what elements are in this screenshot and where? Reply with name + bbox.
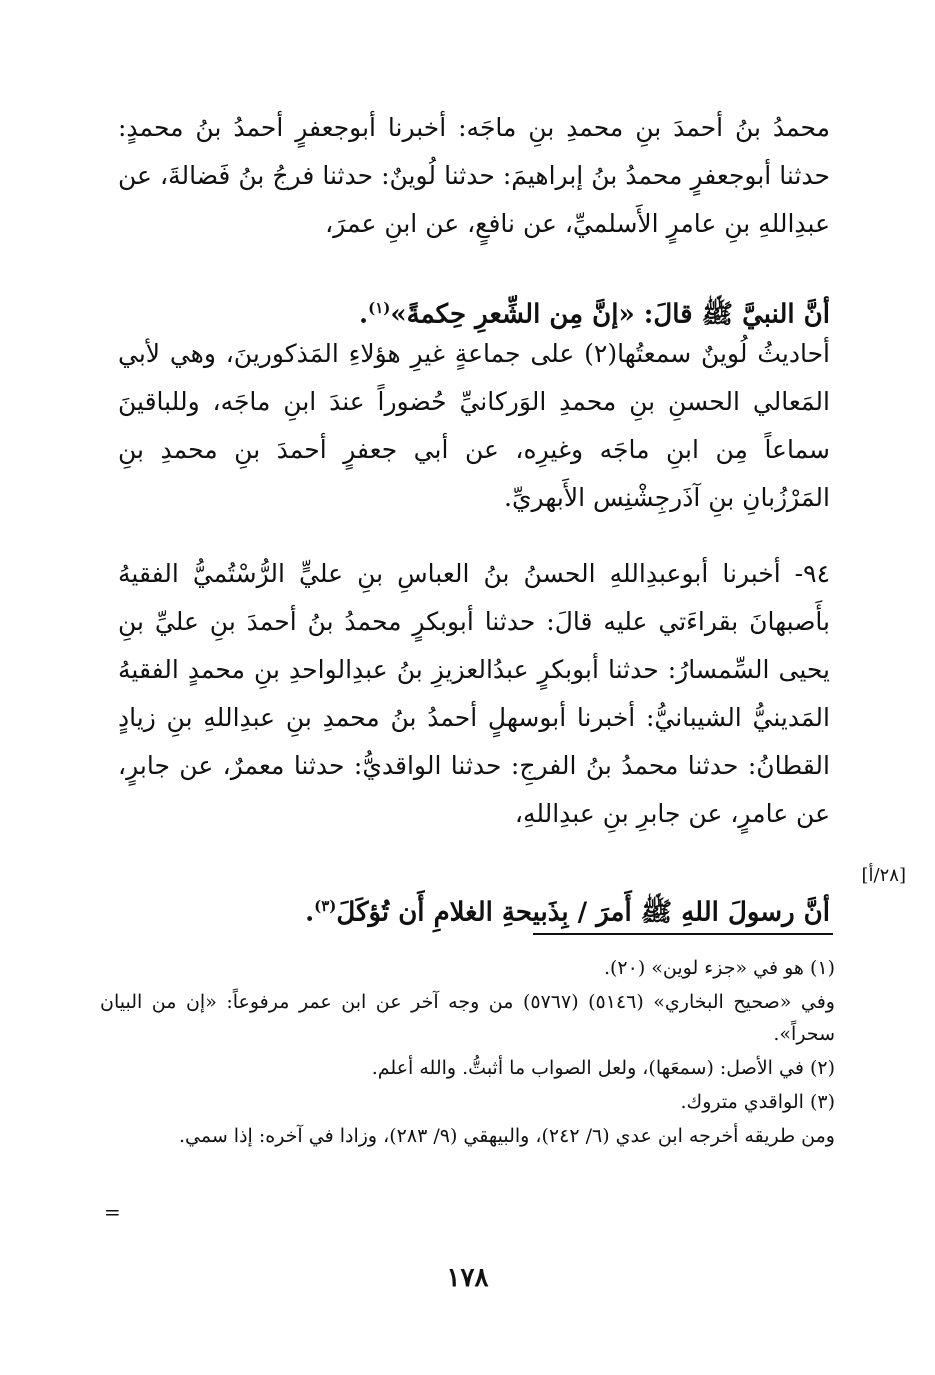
footnote-1-continuation: وفي «صحيح البخاري» (٥١٤٦) (٥٧٦٧) من وجه آخر عن ابن عمر مرفوعاً: «إن من البيان سحراً».	[100, 991, 835, 1045]
hadith-1-period: .	[359, 299, 369, 330]
footnotes-section	[100, 952, 835, 1154]
hadith-1-matn: أنَّ النبيَّ ﷺ قالَ: «إنَّ مِن الشِّعرِ حِكمةً»	[390, 299, 830, 330]
paragraph-isnad-94: ٩٤- أخبرنا أبوعبدِاللهِ الحسنُ بنُ العباسِ بنِ عليٍّ الرُّسْتُميُّ الفقيهُ بأَصبهانَ بقراءَتي عليه قالَ: حدثنا أبوبكرٍ محمدُ بنُ أحمدَ بنِ عليِّ بنِ يحيى السِّمسارُ: حدثنا أبوبكرٍ عبدُالعزيزِ بنُ عبدِالواحدِ بنِ محمدٍ الفقيهُ المَدينيُّ الشيبانيُّ: أخبرنا أبوسهلٍ أحمدُ بنُ محمدِ بنِ عبدِاللهِ بنِ زيادٍ القطانُ: حدثنا محمدُ بنُ الفرجِ: حدثنا الواقديُّ: حدثنا معمرٌ، عن جابرٍ، عن عامرٍ، عن جابرِ بنِ عبدِاللهِ،	[118, 559, 830, 828]
footnote-separator-rule	[533, 933, 833, 935]
footnote-ref-3: (٣)	[314, 897, 337, 915]
manuscript-folio-marker: [٢٨/أ]	[861, 865, 906, 886]
page-number: ١٧٨	[446, 1263, 489, 1293]
paragraph-isnad-1: محمدُ بنُ أحمدَ بنِ محمدِ بنِ ماجَه: أخبرنا أبوجعفرٍ أحمدُ بنُ محمدٍ: حدثنا أبوجعفرٍ محمدُ بنُ إبراهيمَ: حدثنا لُوينٌ: حدثنا فرجُ بنُ فَضالةَ، عن عبدِاللهِ بنِ عامرٍ الأَسلميِّ، عن نافعٍ، عن ابنِ عمرَ،	[118, 113, 830, 238]
footnote-1: (١) هو في «جزء لوين» (٢٠).	[603, 957, 835, 979]
footnote-3: (٣) الواقدي متروك.	[680, 1091, 835, 1113]
hadith-text-2	[118, 882, 830, 937]
paragraph-note-lowin: أحاديثُ لُوينٌ سمعتُها(٢) على جماعةٍ غيرِ هؤلاءِ المَذكورينَ، وهي لأبي المَعالي الحسنِ بنِ محمدِ الوَركانيِّ حُضوراً عندَ ابنِ ماجَه، وللباقينَ سماعاً مِن ابنِ ماجَه وغيرِه، عن أبي جعفرٍ أحمدَ بنِ محمدِ بنِ المَرْزُبانِ بنِ آذَرجِشْنِس الأَبهريِّ.	[118, 339, 830, 512]
footnote-ref-1: (١)	[368, 299, 391, 317]
hadith-2-matn: أنَّ رسولَ اللهِ ﷺ أَمرَ / بِذَبيحةِ الغلامِ أَن تُؤكَلَ	[336, 897, 830, 928]
footnote-continues-mark: =	[104, 1200, 121, 1224]
footnote-2: (٢) في الأصل: (سمعَها)، ولعل الصواب ما أثبتُّ. والله أعلم.	[371, 1057, 835, 1079]
footnote-3-continuation: ومن طريقه أخرجه ابن عدي (٦/ ٢٤٢)، والبيهقي (٩/ ٢٨٣)، وزادا في آخره: إذا سمي.	[178, 1125, 835, 1147]
hadith-2-period: .	[305, 897, 315, 928]
